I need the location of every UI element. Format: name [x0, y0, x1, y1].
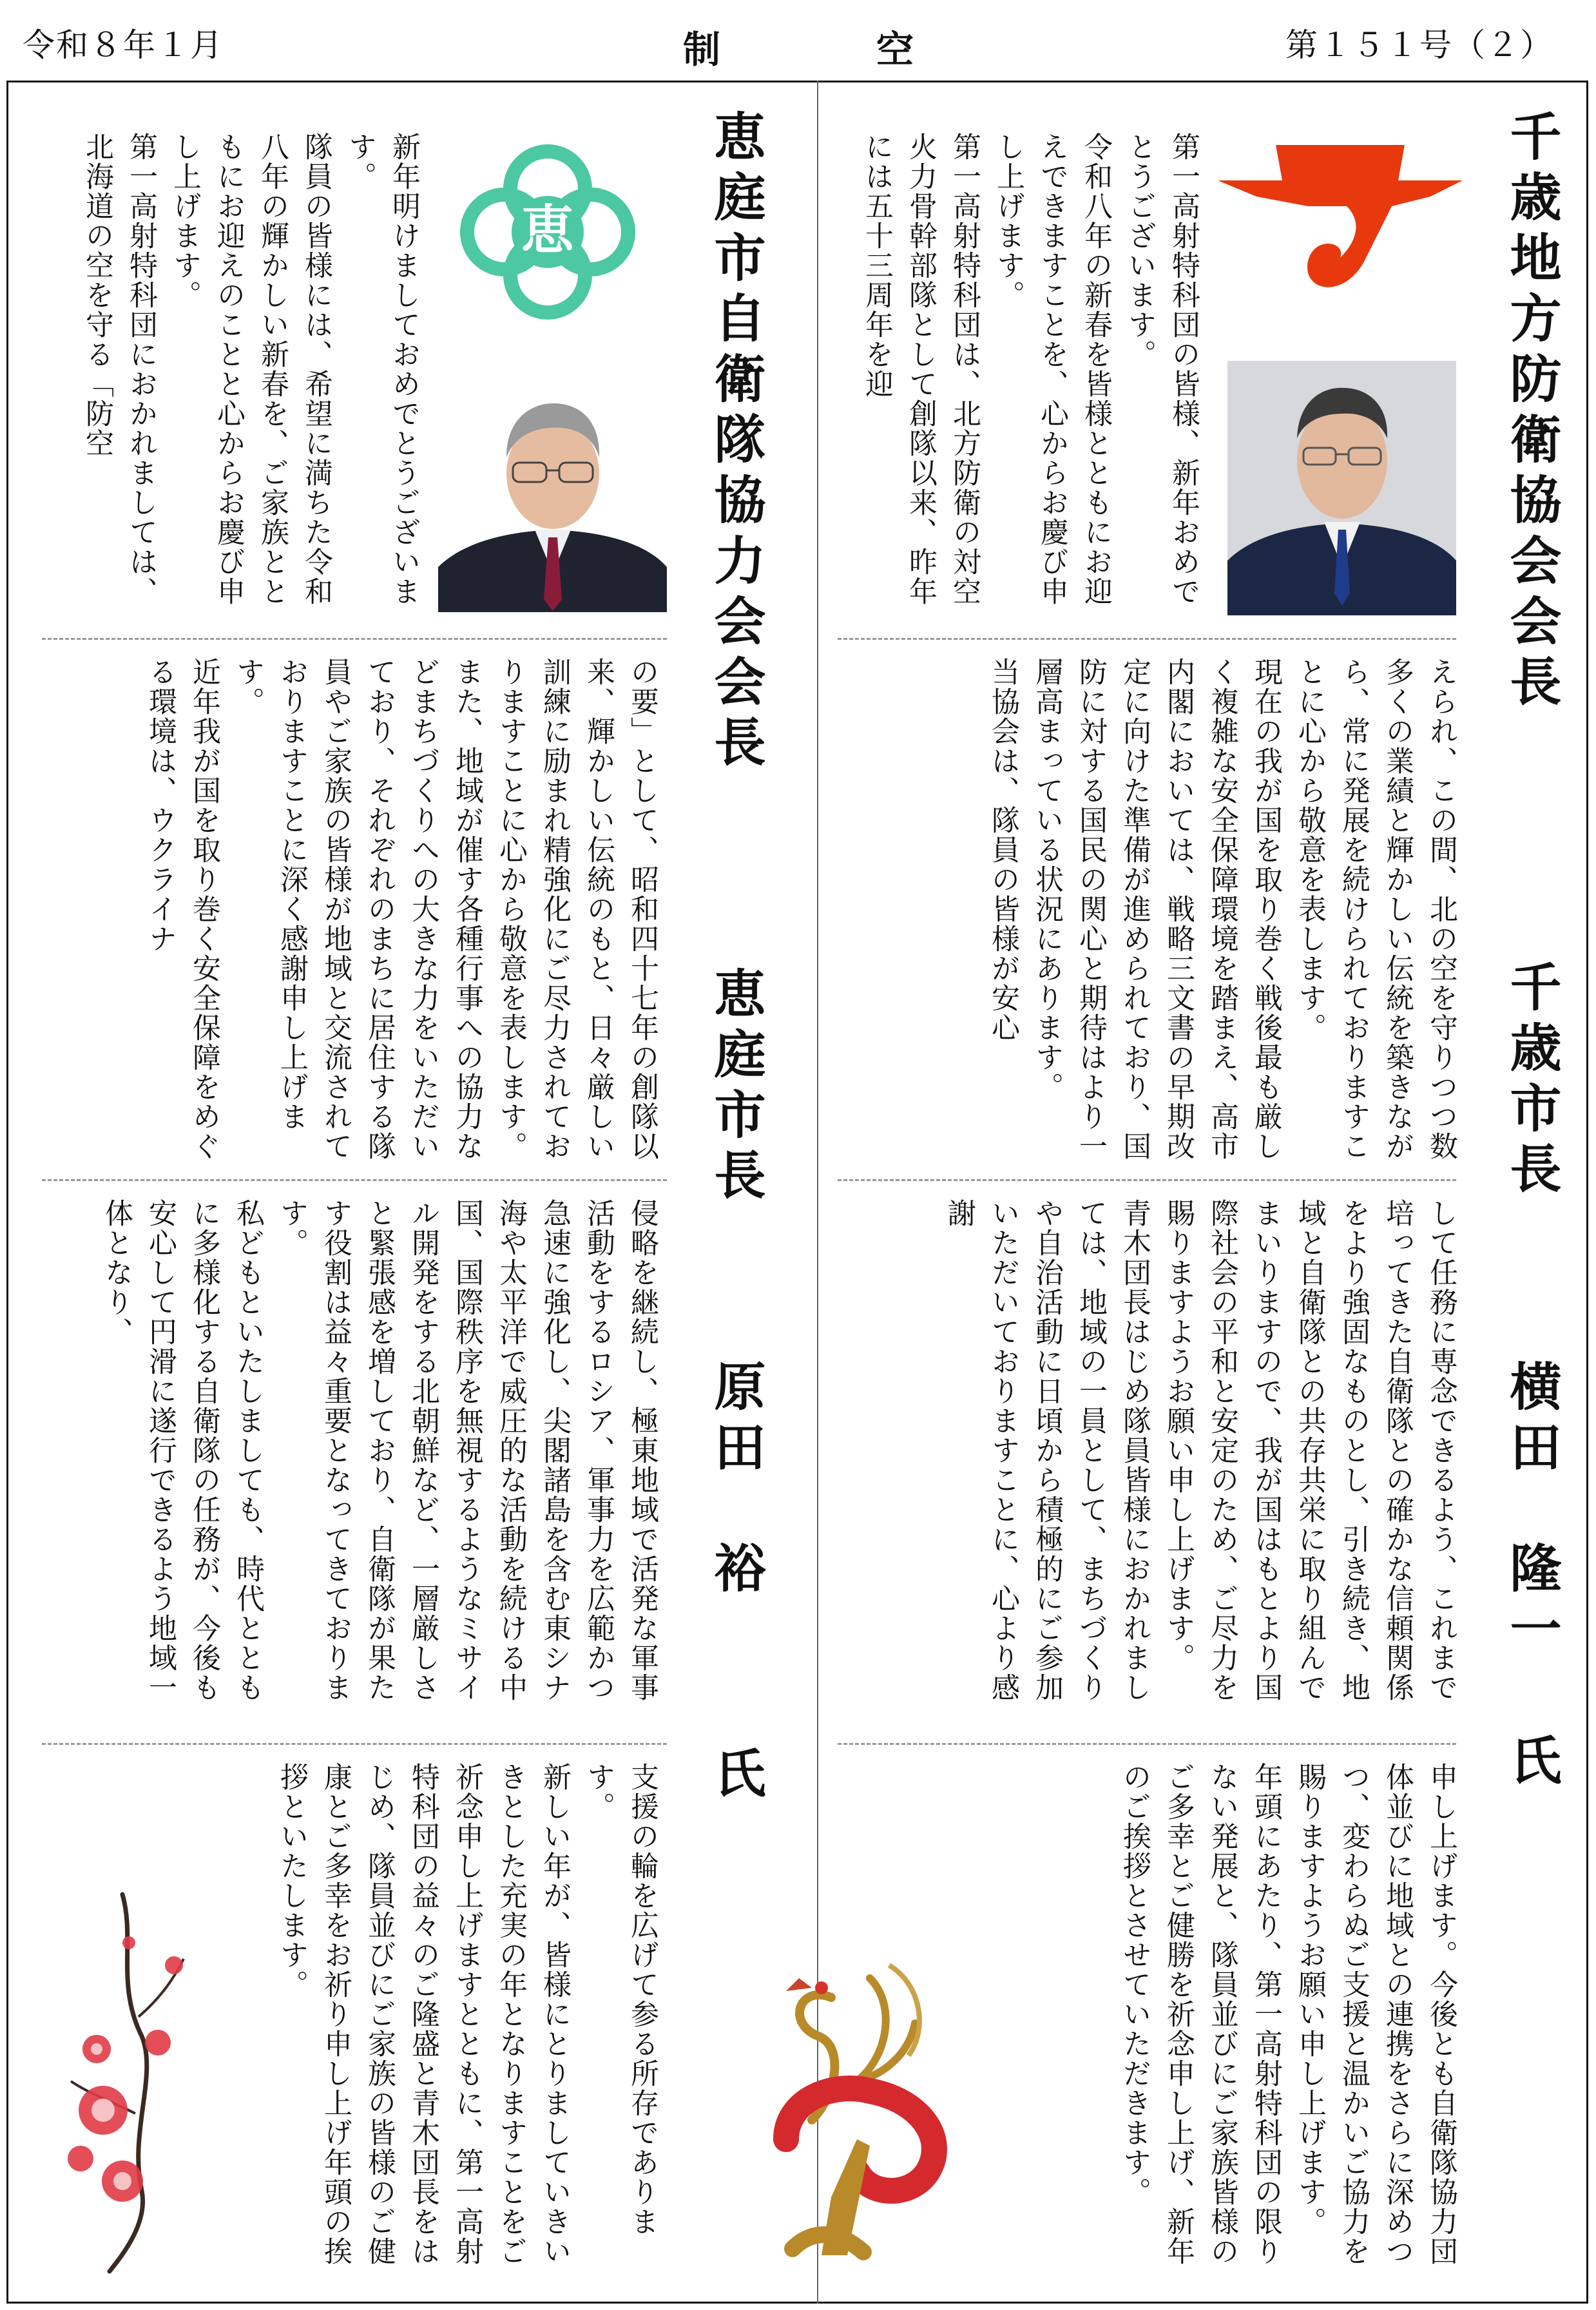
- chitose-city-emblem-icon: [1218, 145, 1463, 300]
- eniwa-mayor-photo: [438, 380, 667, 612]
- eniwa-author-name: 原田 裕: [706, 1360, 766, 1602]
- eniwa-text-block-4: 支援の輪を広げて参る所存であります。 新しい年が、皆様にとりましていきいきとした充実の年となりますことをご祈念申し上げますとともに、第一高射特科団の益々のご隆盛と青木団長をはじめ、隊員並びにご家族の皆様のご健康とご多幸をお祈り申し上げ年頭の挨拶といたします。: [275, 1762, 659, 2266]
- eniwa-city-emblem-icon: [461, 145, 635, 319]
- chitose-author-suffix: 氏: [1501, 1733, 1562, 1794]
- chitose-text-block-1: 第一高射特科団の皆様、新年おめでとうございます。 令和八年の新春を皆様とともにお迎えできますことを、心からお慶び申し上げます。 第一高射特科団は、北方防衛の対空火力骨幹部隊として創隊以来、昨年には五十三周年を迎: [860, 132, 1200, 606]
- separator: [838, 638, 1456, 640]
- chitose-text-block-4: 申し上げます。今後とも自衛隊協力団体並びに地域との連携をさらに深めつつ、変わらぬご支援と温かいご協力を賜りますようお願い申し上げます。 年頭にあたり、第一高射特科団の限りない発展と、隊員並びにご家族皆様のご多幸とご健勝を祈念申し上げ、新年のご挨拶とさせていただきます。: [1118, 1762, 1457, 2266]
- eniwa-text-block-3: 侵略を継続し、極東地域で活発な軍事活動をするロシア、軍事力を広範かつ急速に強化し、尖閣諸島を含む東シナ海や太平洋で威圧的な活動を続ける中国、国際秩序を無視するようなミサイル開発をする北朝鮮など、一層厳しさと緊張感を増しており、自衛隊が果たす役割は益々重要となってきております。 私どもといたしましても、時代とともに多様化する自衛隊の任務が、今後も安心して円滑に遂行できるよう地域一体となり、: [100, 1198, 659, 1702]
- separator: [42, 1743, 667, 1745]
- separator: [42, 1179, 667, 1181]
- separator: [42, 638, 667, 640]
- chitose-author-title: 千歳市長: [1501, 960, 1562, 1202]
- crane-sun-illustration-icon: [760, 1927, 973, 2262]
- eniwa-text-block-1: 新年明けましておめでとうございます。 隊員の皆様には、希望に満ちた令和八年の輝かしい新春を、ご家族とともにお迎えのことと心からお慶び申し上げます。 第一高射特科団におかれましては、北海道の空を守る「防空: [81, 132, 420, 606]
- issue-date: 令和８年１月: [23, 26, 224, 64]
- chitose-org-title: 千歳地方防衛協会会長: [1501, 110, 1562, 715]
- chitose-mayor-photo: [1227, 361, 1456, 615]
- eniwa-org-title: 恵庭市自衛隊協力会会長: [706, 110, 766, 776]
- eniwa-author-title: 恵庭市長: [706, 967, 766, 1209]
- chitose-text-block-2: えられ、この間、北の空を守りつつ数多くの業績と輝かしい伝統を築きながら、常に発展を続けられておりますことに心から敬意を表します。 現在の我が国を取り巻く戦後最も厳しく複雑な安全保障環境を踏まえ、高市内閣においては、戦略三文書の早期改定に向けた準備が進められており、国防に対する国民の関心と期待はより一層高まっている状況にあります。 当協会は、隊員の皆様が安心: [986, 657, 1457, 1161]
- eniwa-emblem-glyph: 恵: [521, 199, 574, 261]
- plum-blossom-illustration-icon: [45, 1888, 206, 2275]
- newsletter-title-char-1: 制: [683, 28, 722, 72]
- eniwa-author-suffix: 氏: [706, 1746, 766, 1807]
- issue-number: 第１５１号（２）: [1285, 26, 1553, 64]
- eniwa-text-block-2: の要」として、昭和四十七年の創隊以来、輝かしい伝統のもと、日々厳しい訓練に励まれ精強化にご尽力されておりますことに心から敬意を表します。 また、地域が催す各種行事への協力などまちづくりへの大きな力をいただいており、それぞれのまちに居住する隊員やご家族の皆様が地域と交流されておりますことに深く感謝申し上げます。 近年我が国を取り巻く安全保障をめぐる環境は、ウクライナ: [144, 657, 659, 1161]
- newsletter-title-char-2: 空: [876, 28, 916, 72]
- chitose-author-name: 横田 隆一: [1501, 1360, 1562, 1662]
- chitose-text-block-3: して任務に専念できるよう、これまで培ってきた自衛隊との確かな信頼関係をより強固なものとし、引き続き、地域と自衛隊との共存共栄に取り組んでまいりますので、我が国はもとより国際社会の平和と安定のため、ご尽力を賜りますようお願い申し上げます。 青木団長はじめ隊員皆様におかれましては、地域の一員として、まちづくりや自治活動に日頃から積極的にご参加いただいておりますことに、心より感謝: [943, 1198, 1457, 1702]
- separator: [838, 1179, 1456, 1181]
- separator: [838, 1743, 1456, 1745]
